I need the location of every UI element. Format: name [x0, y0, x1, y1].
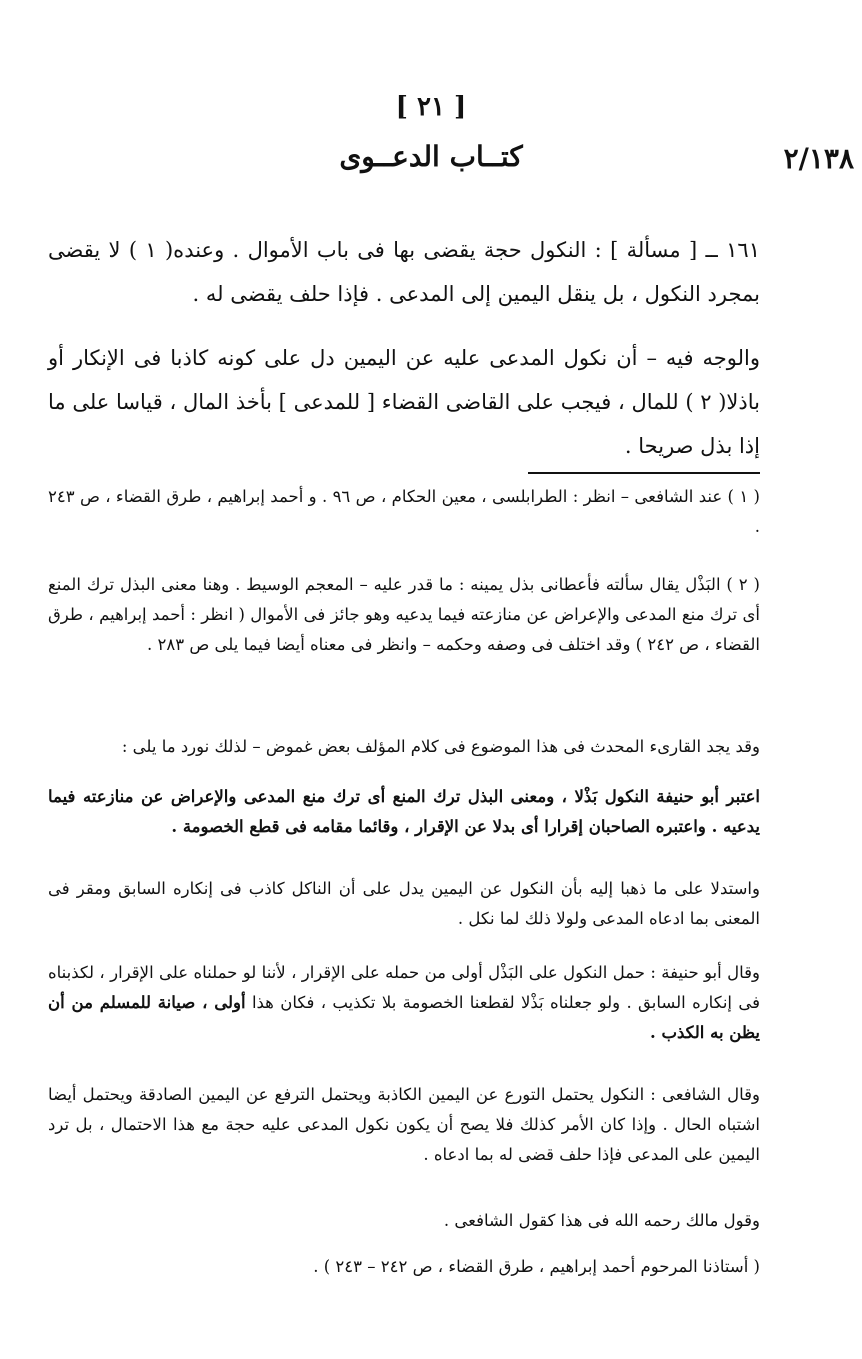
main-paragraph-1: ١٦١ ــ [ مسألة ] : النكول حجة يقضى بها فى باب الأموال . وعنده( ١ ) لا يقضى بمجرد النكول ، بل ينقل اليمين إلى المدعى . فإذا حلف يقضى له .: [48, 238, 760, 306]
page-number: [ ٢١ ]: [395, 92, 467, 122]
footnote-paragraph-9: ( أستاذنا المرحوم أحمد إبراهيم ، طرق القضاء ، ص ٢٤٢ – ٢٤٣ ) .: [313, 1257, 760, 1276]
footnote-paragraph-8: وقول مالك رحمه الله فى هذا كقول الشافعى .: [443, 1211, 760, 1230]
footnote-paragraph-7: وقال الشافعى : النكول يحتمل التورع عن اليمين الكاذبة ويحتمل الترفع عن اليمين الصادقة ويحتمل أيضا اشتباه الحال . وإذا كان الأمر كذلك فلا يصح أن يكون نكول المدعى عليه حجة مع هذا الاحتمال ، بل ترد اليمين على المدعى فإذا حلف قضى له بما ادعاه .: [48, 1085, 760, 1164]
footnote-paragraph-6-text: وقال أبو حنيفة : حمل النكول على البَذْل أولى من حمله على الإقرار ، لأننا لو حملناه على الإقرار ، لكذبناه فى إنكاره السابق . ولو جعلناه بَذْلا لقطعنا الخصومة بلا تكذيب ، فكان هذا: [48, 963, 760, 1012]
main-paragraph-2: والوجه فيه – أن نكول المدعى عليه عن اليمين دل على كونه كاذبا فى الإنكار أو باذلا( ٢ ) للمال ، فيجب على القاضى القضاء [ للمدعى ] بأخذ المال ، قياسا على ما إذا بذل صريحا .: [48, 346, 760, 458]
footnote-paragraph-3: وقد يجد القارىء المحدث فى هذا الموضوع فى كلام المؤلف بعض غموض – لذلك نورد ما يلى :: [121, 737, 760, 756]
footnote-paragraph-6: [48, 958, 760, 1048]
footnote-separator: [528, 472, 760, 474]
footnote-2: ( ٢ ) البَذْل يقال سألته فأعطانى بذل يمينه : ما قدر عليه – المعجم الوسيط . وهنا معنى البذل ترك المنع أى ترك منع المدعى والإعراض عن منازعته فيما يدعيه وهو جائز فى الأموال ( انظر : أحمد إبراهيم ، طرق القضاء ، ص ٢٤٢ ) وقد اختلف فى وصفه وحكمه – وانظر فى معناه أيضا فيما يلى ص ٢٨٣ .: [48, 575, 760, 654]
footnote-paragraph-4: اعتبر أبو حنيفة النكول بَذْلا ، ومعنى البذل ترك المنع أى ترك منع المدعى والإعراض عن منازعته فيما يدعيه . واعتبره الصاحبان إقرارا أى بدلا عن الإقرار ، وقائما مقامه فى قطع الخصومة .: [48, 787, 760, 836]
footnote-paragraph-6-bold: أولى ، صيانة للمسلم من أن يظن به الكذب .: [48, 993, 760, 1042]
footnote-paragraph-5: واستدلا على ما ذهبا إليه بأن النكول عن اليمين يدل على أن الناكل كاذب فى إنكاره السابق ومقر فى المعنى بما ادعاه المدعى ولولا ذلك لما نكل .: [48, 879, 760, 928]
chapter-title: كتــاب الدعــوى: [339, 140, 523, 173]
footnote-1: ( ١ ) عند الشافعى – انظر : الطرابلسى ، معين الحكام ، ص ٩٦ . و أحمد إبراهيم ، طرق القضاء ، ص ٢٤٣ .: [48, 487, 760, 536]
volume-page-reference: ٢/١٣٨: [783, 142, 854, 175]
